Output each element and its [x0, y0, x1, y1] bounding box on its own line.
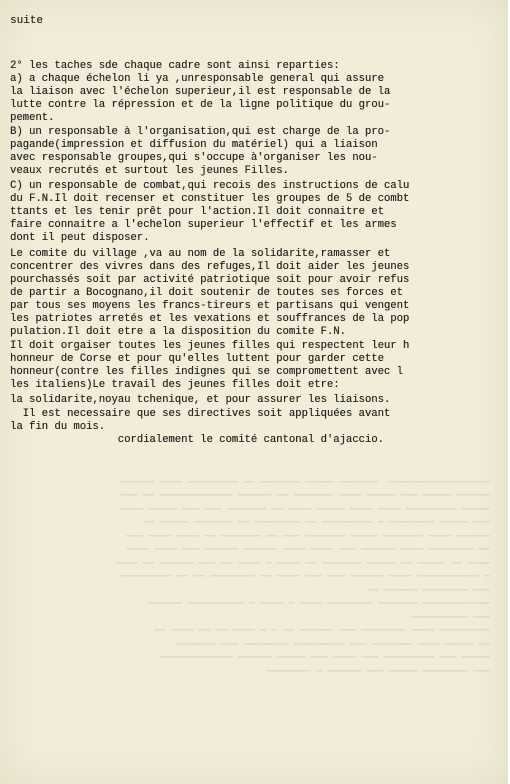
continuation-heading: suite — [10, 15, 43, 27]
text-line: honneur(contre les filles indignes qui se compromettent avec l — [10, 366, 403, 378]
text-line: les patriotes arretés et les vexations et souffrances de la pop — [10, 313, 410, 325]
text-line: pourchassés soit par activité patriotique soit pour avoir refus — [10, 274, 410, 286]
text-line: les italiens)Le travail des jeunes filles doit etre: — [10, 379, 340, 391]
text-line: pagande(impression et diffusion du matériel) qui a liaison — [10, 139, 378, 151]
text-line: faire connaitre a l'echelon superieur l'effectif et les armes — [10, 219, 397, 231]
text-line: Le comite du village ,va au nom de la solidarite,ramasser et — [10, 248, 391, 260]
text-line: la solidarite,noyau tchenique, et pour assurer les liaisons. — [10, 394, 391, 406]
text-line: lutte contre la répression et de la ligne politique du grou- — [10, 99, 391, 111]
reverse-side-bleed-through: ────────────────── ─────── ───── ─────── ── ───────── ──── ────── ────── ───── ─── ───── ──── ─────── ── ────── ───────────── ── ─── ───── ───────── ──── ──── ───── ──── ── ─────── ─── ─── ───── ──── ─── ───── ──────── ─ ───────── ── ──────── ── ─────── ───── ── ────── ──── ─────── ───── ─────── ─── ── ─────── ── ──── ──── ─── ── ──────── ──── ────── ─── ──── ──── ────── ────── ─── ──── ──── ──── ── ───── ── ───── ─────── ── ──── ─ ──── ── ─── ────── ── ──── ─ ─────────── ──── ────── ─── ─── ──── ── ──────── ── ── ───────── ─── ──────── ────── ── ──────────── ─────── ──────── ──── ─ ──── ─ ────────── ────── ─── ────────── ───────── ──── ──────── ─── ────── ── ─ ─ ──── ── ── ──── ── ── ───── ──── ─────── ─── ───────── ──────── ─── ─────── ───── ─── ───────── ─── ──── ─── ───── ────── ───────────── ─── ──────── ───── ─── ────── ─ ──────── — [114, 476, 490, 677]
signature-line: cordialement le comité cantonal d'ajaccio. — [10, 434, 384, 446]
text-line: a) a chaque échelon li ya ,unresponsable general qui assure — [10, 73, 384, 85]
text-line: honneur de Corse et pour qu'elles luttent pour garder cette — [10, 353, 384, 365]
text-line: avec responsable groupes,qui s'occupe à'organiser les nou- — [10, 152, 378, 164]
text-line: la fin du mois. — [10, 421, 106, 433]
text-line: dont il peut disposer. — [10, 232, 150, 244]
text-line: du F.N.Il doit recenser et constituer les groupes de 5 de combt — [10, 193, 410, 205]
text-line: la liaison avec l'échelon superieur,il est responsable de la — [10, 86, 391, 98]
text-line: Il doit orgaiser toutes les jeunes filles qui respectent leur h — [10, 340, 410, 352]
text-line: pement. — [10, 112, 55, 124]
text-line: concentrer des vivres dans des refuges,Il doit aider les jeunes — [10, 261, 410, 273]
text-line: 2° les taches sde chaque cadre sont ainsi reparties: — [10, 60, 340, 72]
text-line: Il est necessaire que ses directives soit appliquées avant — [10, 408, 391, 420]
text-line: pulation.Il doit etre a la disposition du comite F.N. — [10, 326, 346, 338]
text-line: veaux recrutés et surtout les jeunes Filles. — [10, 165, 289, 177]
text-line: de partir a Bocognano,il doit soutenir de toutes ses forces et — [10, 287, 403, 299]
text-line: par tous ses moyens les francs-tireurs et partisans qui vengent — [10, 300, 410, 312]
text-line: ttants et les tenir prêt pour l'action.Il doit connaitre et — [10, 206, 384, 218]
text-line: C) un responsable de combat,qui recois des instructions de calu — [10, 180, 410, 192]
text-line: B) un responsable à l'organisation,qui est charge de la pro- — [10, 126, 391, 138]
